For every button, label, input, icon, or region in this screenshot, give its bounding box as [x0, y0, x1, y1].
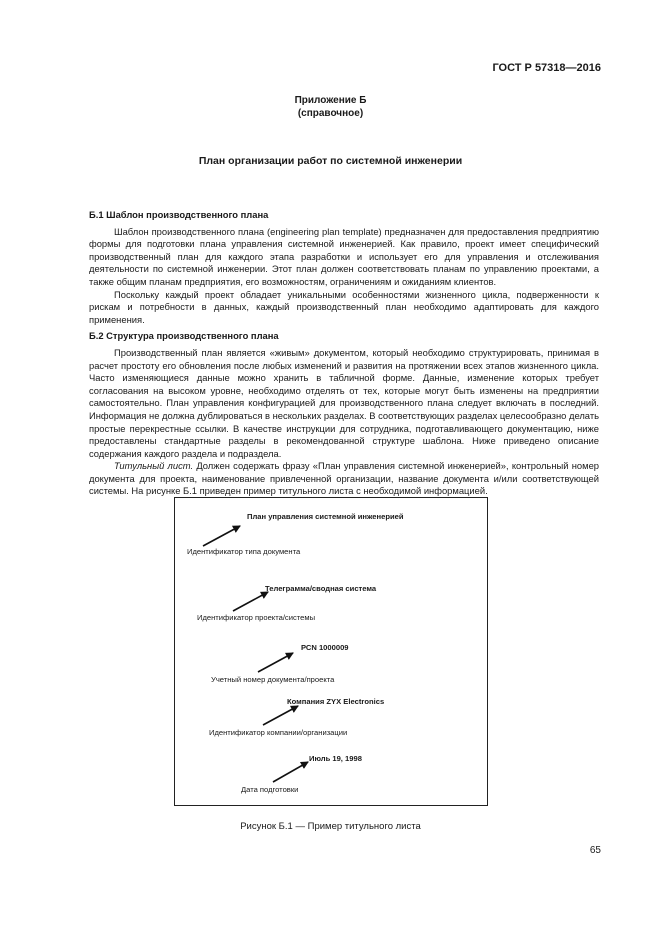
body-text	[89, 209, 599, 498]
figure-label: Идентификатор типа документа	[187, 547, 301, 556]
paragraph	[89, 226, 599, 289]
arrow	[203, 526, 240, 546]
figure-value: Компания ZYX Electronics	[287, 697, 385, 706]
page-number: 65	[589, 845, 601, 856]
figure-caption: Рисунок Б.1 — Пример титульного листа	[240, 821, 421, 832]
appendix-title: Приложение Б	[294, 95, 367, 106]
figure-label: Идентификатор проекта/системы	[197, 613, 316, 622]
paragraph	[89, 289, 599, 327]
section-heading-b2: Б.2 Структура производственного плана	[89, 330, 279, 342]
arrow	[258, 653, 293, 672]
appendix-subtitle: (справочное)	[297, 108, 364, 119]
paragraph	[89, 347, 599, 460]
figure-label: Учетный номер документа/проекта	[211, 675, 335, 684]
figure-value: РСN 1000009	[301, 643, 349, 652]
figure-value: Телеграмма/сводная система	[265, 584, 377, 593]
paragraph-text: Должен содержать фразу «План управления системной инженерией», контрольный номер документа для проекта, наименование привлеченной организации, название документа и/или соответствующей системы. На рисунке Б.1 приведен пример титульного листа с необходимой информацией.	[89, 460, 599, 497]
main-title: План организации работ по системной инженерии	[198, 155, 463, 167]
paragraph-text: Производственный план является «живым» документом, который необходимо структурировать, принимая в расчет простоту его обновления после любых изменений и развития на протяжении всех этапов жизненного цикла. Часто изменяющиеся данные можно хранить в табличной форме. Данные, изменение которых требует согласования на высоком уровне, необходимо отделять от тех, которые могут быть изменены на предприятии самостоятельно. План управления конфигурацией для производственного плана следует включать в последний. Информация не должна дублироваться в нескольких разделах. В соответствующих разделах целесообразно делать простые перекрестные ссылки. В качестве инструкции для сотрудника, подготавливающего документацию, ниже предоставлены стандартные разделы в рекомендованной структуре шаблона. Ниже приведено описание содержания каждого раздела и подраздела.	[89, 346, 599, 459]
figure-label: Идентификатор компании/организации	[209, 728, 348, 737]
figure-value: План управления системной инженерией	[247, 512, 404, 521]
appendix-heading	[0, 94, 661, 120]
paragraph	[89, 460, 599, 498]
section-heading-b1: Б.1 Шаблон производственного плана	[89, 209, 269, 220]
figure-label: Дата подготовки	[241, 785, 299, 794]
standard-number: ГОСТ Р 57318—2016	[492, 62, 601, 74]
paragraph-lead: Титульный лист.	[114, 460, 194, 472]
paragraph-text: Шаблон производственного плана (engineering plan template) предназначен для предоставления предприятию формы для подготовки плана управления системной инженерией. Как правило, проект имеет специфический производственный план для каждого этапа разработки и использует его для управления и отслеживания деятельности по системной инженерии. Этот план должен соответствовать планам по управлению проектами, а также общим планам предприятия, его возможностям, ограничениям и ожиданиям клиентов.	[89, 225, 599, 287]
figure-title-page-example	[174, 497, 488, 806]
figure-value: Июль 19, 1998	[309, 754, 362, 763]
paragraph-text: Поскольку каждый проект обладает уникальными особенностями жизненного цикла, подверженности к рискам и потребности в данных, каждый производственный план необходимо адаптировать для каждого применения.	[89, 288, 599, 325]
arrow	[273, 762, 308, 782]
arrow	[233, 592, 268, 611]
arrow	[263, 706, 298, 725]
